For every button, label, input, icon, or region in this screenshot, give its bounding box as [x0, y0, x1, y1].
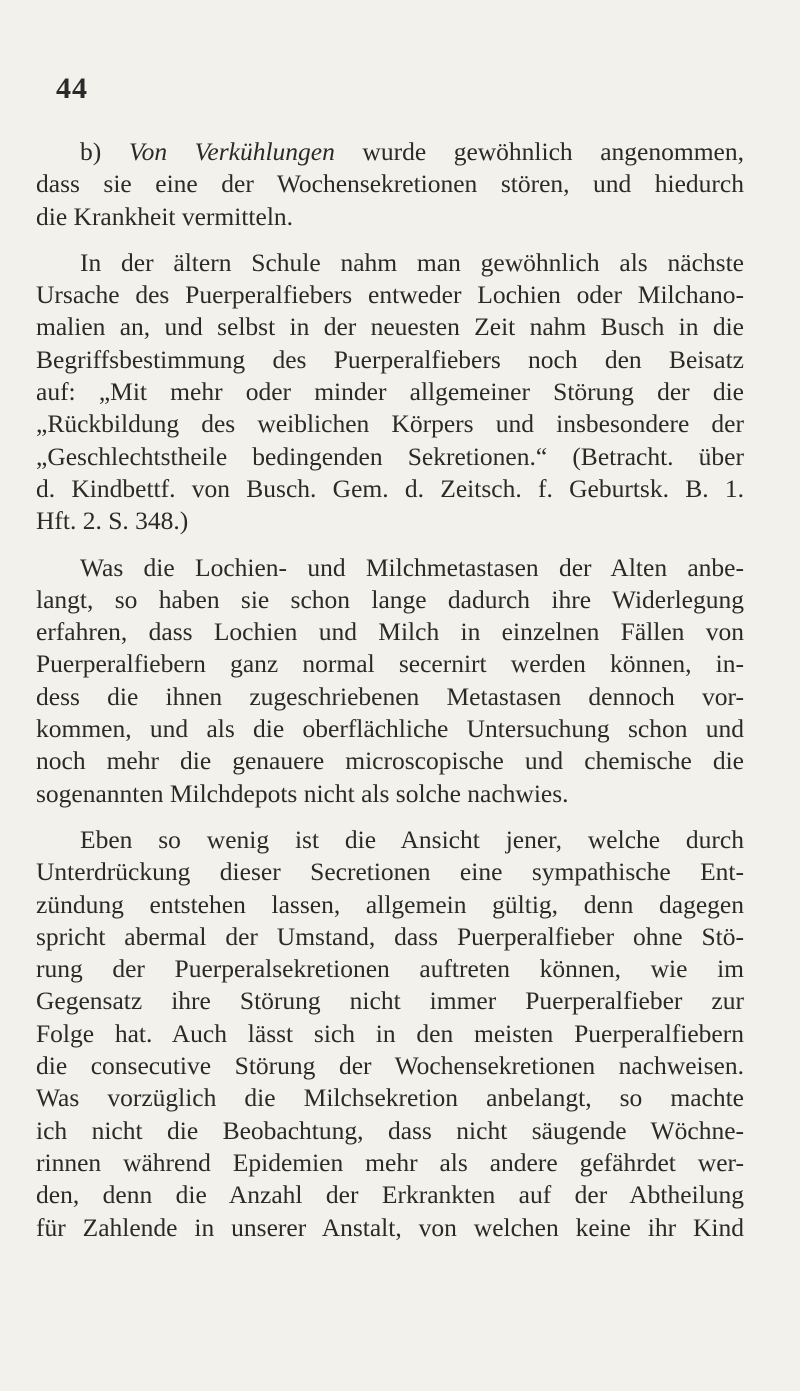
text-line: Ursache des Puerperalfiebers entweder Lochien oder Milchano- [36, 280, 744, 310]
text-line: Was vorzüglich die Milchsekretion anbelangt, so machte [36, 1083, 744, 1113]
text-line: kommen, und als die oberflächliche Untersuchung schon und [36, 714, 744, 744]
text-line: die Krankheit vermitteln. [36, 201, 294, 231]
text-line [36, 136, 744, 168]
text-line: d. Kindbettf. von Busch. Gem. d. Zeitsch. f. Geburtsk. B. 1. [36, 473, 744, 503]
text-line-prefix: b) [80, 137, 129, 166]
text-line: den, denn die Anzahl der Erkrankten auf der Abtheilung [36, 1180, 744, 1210]
text-line: malien an, und selbst in der neuesten Zeit nahm Busch in die [36, 312, 744, 342]
text-line: erfahren, dass Lochien und Milch in einzelnen Fällen von [36, 617, 744, 647]
body-text [36, 136, 744, 1244]
text-line: dess die ihnen zugeschriebenen Metastasen dennoch vor- [36, 681, 744, 711]
text-line: spricht abermal der Umstand, dass Puerperalfieber ohne Stö- [36, 921, 744, 951]
text-line: dass sie eine der Wochensekretionen stören, und hiedurch [36, 169, 744, 199]
text-line: ich nicht die Beobachtung, dass nicht säugende Wöchne- [36, 1115, 744, 1145]
text-line: Gegensatz ihre Störung nicht immer Puerperalfieber zur [36, 986, 744, 1016]
text-line: Puerperalfiebern ganz normal secernirt werden können, in- [36, 649, 744, 679]
text-line: sogenannten Milchdepots nicht als solche nachwies. [36, 778, 569, 808]
text-line: rung der Puerperalsekretionen auftreten können, wie im [36, 954, 744, 984]
text-line: langt, so haben sie schon lange dadurch ihre Widerlegung [36, 584, 744, 614]
paragraph-2 [36, 247, 744, 538]
text-line: Eben so wenig ist die Ansicht jener, welche durch [80, 824, 744, 854]
text-line-rest: wurde gewöhnlich angenommen, [334, 137, 744, 166]
text-line: Was die Lochien- und Milchmetastasen der Alten anbe- [80, 552, 744, 582]
page-number: 44 [56, 72, 88, 105]
text-line: Begriffsbestimmung des Puerperalfiebers noch den Beisatz [36, 344, 744, 374]
text-line: Folge hat. Auch lässt sich in den meisten Puerperalfiebern [36, 1018, 744, 1048]
text-line: die consecutive Störung der Wochensekretionen nachweisen. [36, 1051, 744, 1081]
text-line: auf: „Mit mehr oder minder allgemeiner Störung der die [36, 377, 744, 407]
text-line: Hft. 2. S. 348.) [36, 506, 189, 536]
paragraph-1 [36, 136, 744, 233]
text-line: zündung entstehen lassen, allgemein gültig, denn dagegen [36, 889, 744, 919]
text-line: für Zahlende in unserer Anstalt, von welchen keine ihr Kind [36, 1212, 744, 1242]
text-line: noch mehr die genauere microscopische und chemische die [36, 746, 744, 776]
text-line: „Rückbildung des weiblichen Körpers und insbesondere der [36, 409, 744, 439]
paragraph-4 [36, 824, 744, 1244]
text-line: rinnen während Epidemien mehr als andere gefährdet wer- [36, 1147, 744, 1177]
paragraph-3 [36, 552, 744, 810]
text-line: „Geschlechtstheile bedingenden Sekretionen.“ (Betracht. über [36, 441, 744, 471]
text-line: Unterdrückung dieser Secretionen eine sympathische Ent- [36, 857, 744, 887]
italic-heading: Von Verkühlungen [128, 137, 335, 166]
text-line: In der ältern Schule nahm man gewöhnlich als nächste [80, 247, 744, 277]
